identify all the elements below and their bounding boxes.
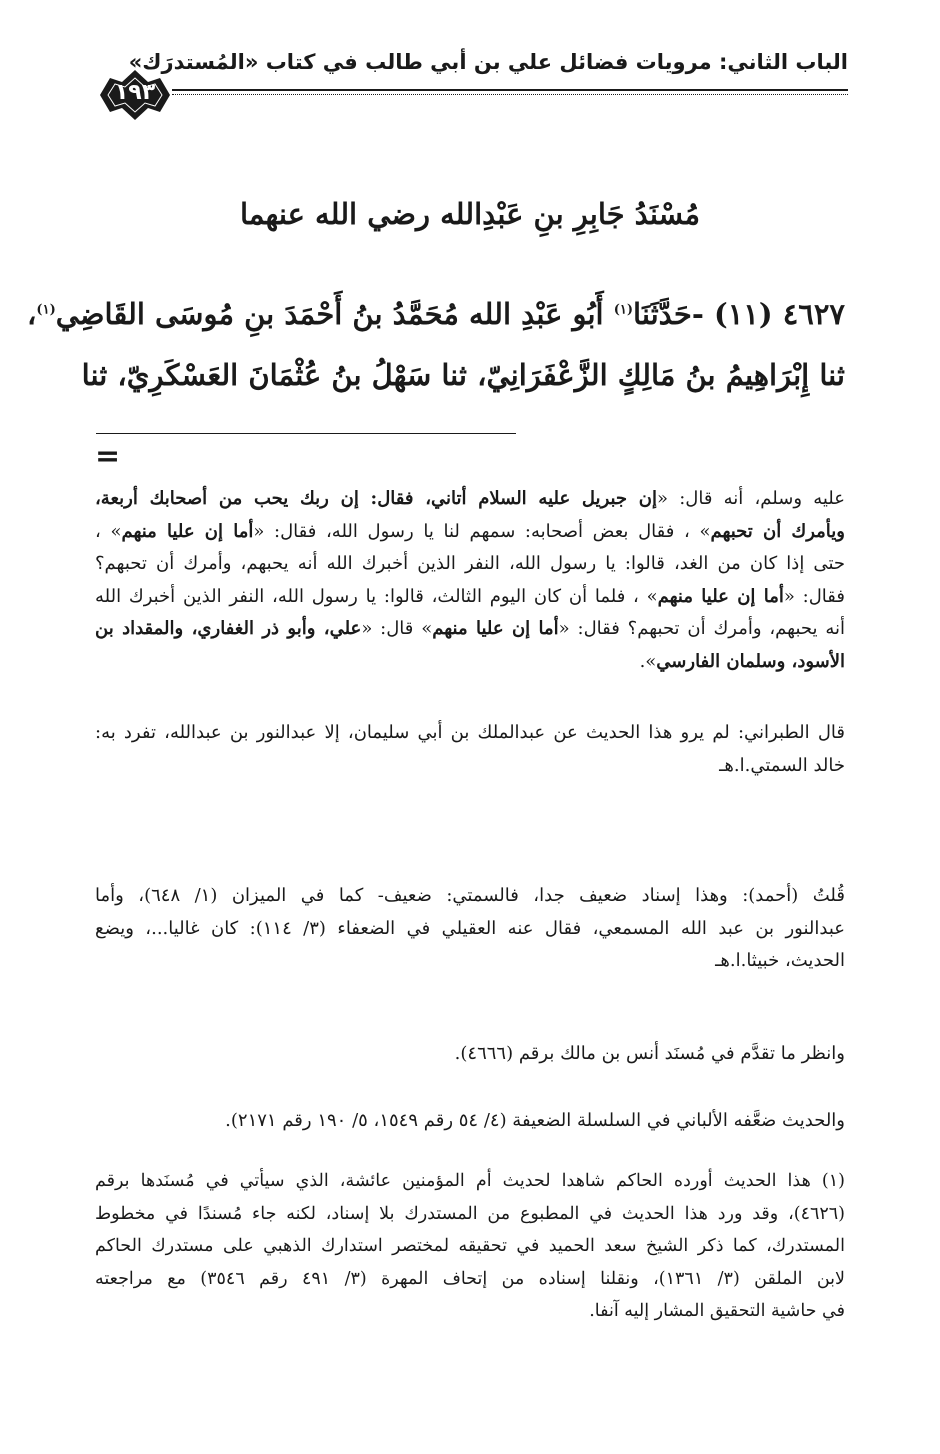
page-number-badge: [96, 66, 174, 124]
hadith-text-line: [95, 581, 845, 614]
author-comment-line: عبدالنور بن عبد الله المسمعي، فقال عنه العقيلي في الضعفاء (٣/ ١١٤): كان غاليا...، ويضع: [95, 917, 846, 939]
prophetic-speech-text: أما إن عليا منهم: [121, 520, 254, 542]
cross-reference-line: وانظر ما تقدَّم في مُسنَد أنس بن مالك برقم (٤٦٦٦).: [454, 1043, 845, 1064]
narration-text: عليه وسلم، أنه قال: «: [657, 488, 845, 509]
narration-text: أنه يحبهم، وأمرك أن تحبهم؟ فقال: «: [558, 618, 846, 639]
footnote-line: المستدرك، كما ذكر الشيخ سعد الحميد في تحقيقه لمختصر استدارك الذهبي على مستدرك الحاكم: [95, 1236, 845, 1256]
hadith-text-paragraph: [95, 483, 845, 678]
footnote-line: لابن الملقن (٣/ ١٣٦١)، ونقلنا إسناده من إتحاف المهرة (٣/ ٤٩١ رقم ٣٥٤٦) مع مراجعته: [95, 1268, 845, 1289]
page-number: ١٩٣: [114, 80, 156, 105]
tabarani-comment-paragraph: [95, 717, 845, 782]
running-header-title: الباب الثاني: مرويات فضائل علي بن أبي طالب في كتاب «المُستدرَك»: [128, 50, 848, 74]
narration-text: فقال: «: [783, 585, 845, 607]
author-comment-line: قُلتُ (أحمد): وهذا إسناد ضعيف جدا، فالسمتي: ضعيف- كما في الميزان (١/ ٦٤٨)، وأما: [95, 885, 845, 906]
tabarani-comment-line: قال الطبراني: لم يرو هذا الحديث عن عبدالملك بن أبي سليمان، إلا عبدالنور بن عبدالله، تفرد به:: [95, 722, 845, 743]
header-rule: [172, 89, 848, 91]
footnote-reference-2: (١): [36, 302, 56, 318]
hadith-separator: [96, 433, 516, 434]
footnote-line: (٤٦٢٦)، وقد ورد هذا الحديث في المطبوع من المستدرك بلا إسناد، لكنه جاء مُسندًا في مخطوط: [95, 1203, 845, 1224]
hadith-line-1: [27, 297, 845, 331]
footnote-line: في حاشية التحقيق المشار إليه آنفا.: [589, 1301, 845, 1321]
continuation-mark: =: [95, 439, 121, 474]
narration-text: ».: [639, 650, 657, 672]
author-comment-line: الحديث، خبيثا.ا.هـ: [715, 950, 845, 971]
narration-text: حتى إذا كان من الغد، قالوا: يا رسول الله، النفر الذين أخبرك الله أنه يحبهم، وأمرك أن تحبهم؟: [95, 553, 845, 574]
hadith-text-line: [95, 548, 845, 581]
cross-reference-paragraph: [95, 1038, 845, 1071]
tabarani-comment-line: خالد السمتي.ا.هـ: [719, 754, 845, 776]
albani-grading-line: والحديث ضعَّفه الألباني في السلسلة الضعيفة (٤/ ٥٤ رقم ١٥٤٩، ٥/ ١٩٠ رقم ٢١٧١).: [225, 1110, 845, 1131]
prophetic-speech-text: أما إن عليا منهم: [432, 618, 559, 639]
prophetic-speech-text: إن جبريل عليه السلام أتاني، فقال: إن ربك يحب من أصحابك أربعة،: [95, 488, 658, 509]
hadith-text-line: [95, 646, 845, 679]
narration-text: » قال: «: [361, 618, 433, 639]
hadith-text-line: [95, 483, 845, 516]
footnote-reference: (١): [613, 302, 634, 318]
prophetic-speech-text: أما إن عليا منهم: [657, 585, 784, 607]
narration-text: » ،: [95, 520, 122, 542]
hadith-narrator: أَبُو عَبْدِ الله مُحَمَّدُ بنُ أَحْمَدَ بنِ مُوسَى القَاضِي: [55, 297, 604, 331]
narration-text: » ، فقال بعض أصحابه: سمهم لنا يا رسول الله، فقال: «: [253, 520, 711, 542]
footnote-paragraph: [95, 1165, 845, 1328]
hadith-text-line: [95, 516, 845, 549]
hadith-number: (١١) ٤٦٢٧: [713, 297, 845, 331]
hadith-opening: -حَدَّثَنَا: [633, 297, 704, 331]
prophetic-speech-text: علي، وأبو ذر الغفاري، والمقداد بن: [95, 618, 362, 639]
hadith-text-line: [95, 613, 845, 646]
prophetic-speech-text: ويأمرك أن تحبهم: [710, 520, 845, 542]
hadith-line-2: ثنا إِبْرَاهِيمُ بنُ مَالِكٍ الزَّعْفَرَانِيّ، ثنا سَهْلُ بنُ عُثْمَانَ العَسْكَرِيّ، ثنا: [81, 358, 845, 392]
footnote-line: (١) هذا الحديث أورده الحاكم شاهدا لحديث أم المؤمنين عائشة، الذي سيأتي في مُسنَدها برقم: [95, 1171, 845, 1191]
section-title: مُسْنَدُ جَابِرِ بنِ عَبْدِالله رضي الله عنهما: [239, 197, 701, 231]
author-comment-paragraph: [95, 880, 845, 978]
prophetic-speech-text: الأسود، وسلمان الفارسي: [656, 650, 845, 672]
hadith-comma: ،: [27, 297, 37, 331]
narration-text: » ، فلما أن كان اليوم الثالث، قالوا: يا رسول الله، النفر الذين أخبرك الله: [95, 585, 658, 607]
albani-grading-paragraph: [95, 1105, 845, 1138]
